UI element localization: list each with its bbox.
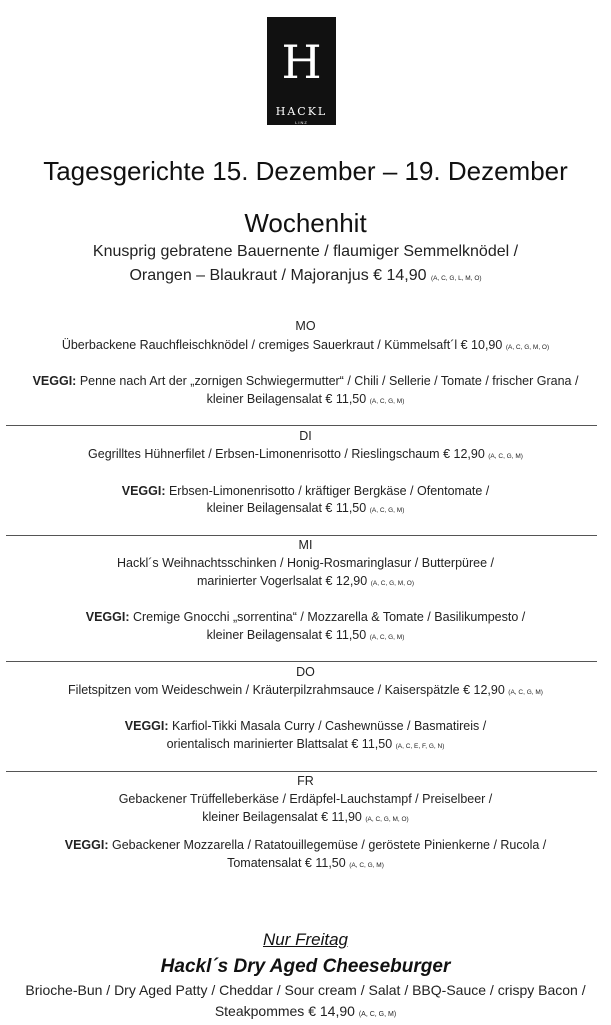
- fr-dish-line1: Gebackener Trüffelleberkäse / Erdäpfel-Lauchstampf / Preiselbeer /: [118, 792, 493, 806]
- mo-dish: Überbackene Rauchfleischknödel / cremiges Sauerkraut / Kümmelsaft´l € 10,90 (A, C, G, M, O): [61, 338, 550, 352]
- friday-special-title: Hackl´s Dry Aged Cheeseburger: [160, 956, 451, 977]
- friday-special-heading: Nur Freitag: [262, 930, 349, 949]
- day-label-di: DI: [299, 429, 312, 443]
- mo-veggi-label: VEGGI:: [32, 374, 77, 388]
- mo-dish-allergens: (A, C, G, M, O): [505, 344, 550, 351]
- page-title: Tagesgerichte 15. Dezember – 19. Dezember: [43, 156, 568, 186]
- di-dish: Gegrilltes Hühnerfilet / Erbsen-Limonenrisotto / Rieslingschaum € 12,90 (A, C, G, M): [88, 447, 523, 461]
- di-dish-allergens: (A, C, G, M): [488, 453, 523, 460]
- fr-dish-line2: kleiner Beilagensalat € 11,90 (A, C, G, M, O): [202, 810, 409, 824]
- mi-dish-line2: marinierter Vogerlsalat € 12,90 (A, C, G, M, O): [196, 574, 415, 588]
- friday-special-line1: Brioche-Bun / Dry Aged Patty / Cheddar / Sour cream / Salat / BBQ-Sauce / crispy Bacon /: [25, 982, 586, 998]
- do-veggi-label: VEGGI:: [124, 719, 169, 733]
- di-veggi-line2: kleiner Beilagensalat € 11,50 (A, C, G, M): [206, 501, 405, 515]
- friday-special-line2: Steakpommes € 14,90 (A, C, G, M): [214, 1003, 397, 1019]
- di-veggi-label: VEGGI:: [121, 484, 166, 498]
- fr-veggi-label: VEGGI:: [64, 838, 109, 852]
- logo-letter: H: [281, 35, 322, 89]
- wochenhit-line1: Knusprig gebratene Bauernente / flaumiger Semmelknödel /: [92, 243, 519, 260]
- mi-veggi-allergens: (A, C, G, M): [369, 634, 405, 641]
- mi-dish-allergens: (A, C, G, M, O): [370, 580, 415, 587]
- divider-mo-di: [6, 425, 597, 426]
- do-dish: Filetspitzen vom Weideschwein / Kräuterpilzrahmsauce / Kaiserspätzle € 12,90 (A, C, G, M): [68, 683, 543, 697]
- day-label-do: DO: [296, 665, 315, 679]
- logo-name: HACKL: [275, 105, 328, 118]
- wochenhit-allergens: (A, C, G, L, M, O): [430, 275, 482, 282]
- divider-mi-do: [6, 661, 597, 662]
- fr-veggi-allergens: (A, C, G, M): [349, 862, 384, 869]
- hackl-logo: [267, 17, 336, 125]
- divider-di-mi: [6, 535, 597, 536]
- mo-veggi-line2: kleiner Beilagensalat € 11,50 (A, C, G, M): [206, 392, 405, 406]
- mo-veggi-allergens: (A, C, G, M): [369, 398, 405, 405]
- do-dish-allergens: (A, C, G, M): [508, 689, 543, 696]
- day-label-mi: MI: [298, 538, 313, 552]
- wochenhit-heading: Wochenhit: [244, 208, 367, 238]
- day-label-fr: FR: [297, 774, 314, 788]
- mi-veggi-line1: VEGGI: Cremige Gnocchi „sorrentina“ / Mozzarella & Tomate / Basilikumpesto /: [85, 610, 526, 624]
- fr-dish-allergens: (A, C, G, M, O): [365, 816, 409, 823]
- mo-veggi-line1: VEGGI: Penne nach Art der „zornigen Schwiegermutter“ / Chili / Sellerie / Tomate / frischer Grana /: [32, 374, 579, 388]
- fr-veggi-line1: VEGGI: Gebackener Mozzarella / Ratatouillegemüse / geröstete Pinienkerne / Rucola /: [64, 838, 547, 852]
- mi-dish-line1: Hackl´s Weihnachtsschinken / Honig-Rosmaringlasur / Butterpüree /: [116, 556, 494, 570]
- mi-veggi-line2: kleiner Beilagensalat € 11,50 (A, C, G, M): [206, 628, 405, 642]
- friday-special-allergens: (A, C, G, M): [358, 1011, 397, 1018]
- do-veggi-line2: orientalisch marinierter Blattsalat € 11,50 (A, C, E, F, G, N): [166, 737, 445, 751]
- logo-sub: LINZ: [295, 120, 308, 125]
- day-label-mo: MO: [295, 319, 316, 333]
- di-veggi-line1: VEGGI: Erbsen-Limonenrisotto / kräftiger Bergkäse / Ofentomate /: [121, 484, 490, 498]
- do-veggi-allergens: (A, C, E, F, G, N): [395, 743, 445, 750]
- mi-veggi-label: VEGGI:: [85, 610, 130, 624]
- do-veggi-line1: VEGGI: Karfiol-Tikki Masala Curry / Cashewnüsse / Basmatireis /: [124, 719, 487, 733]
- divider-do-fr: [6, 771, 597, 772]
- fr-veggi-line2: Tomatensalat € 11,50 (A, C, G, M): [227, 856, 384, 870]
- wochenhit-line2: Orangen – Blaukraut / Majoranjus € 14,90 (A, C, G, L, M, O): [129, 267, 482, 284]
- di-veggi-allergens: (A, C, G, M): [369, 507, 405, 514]
